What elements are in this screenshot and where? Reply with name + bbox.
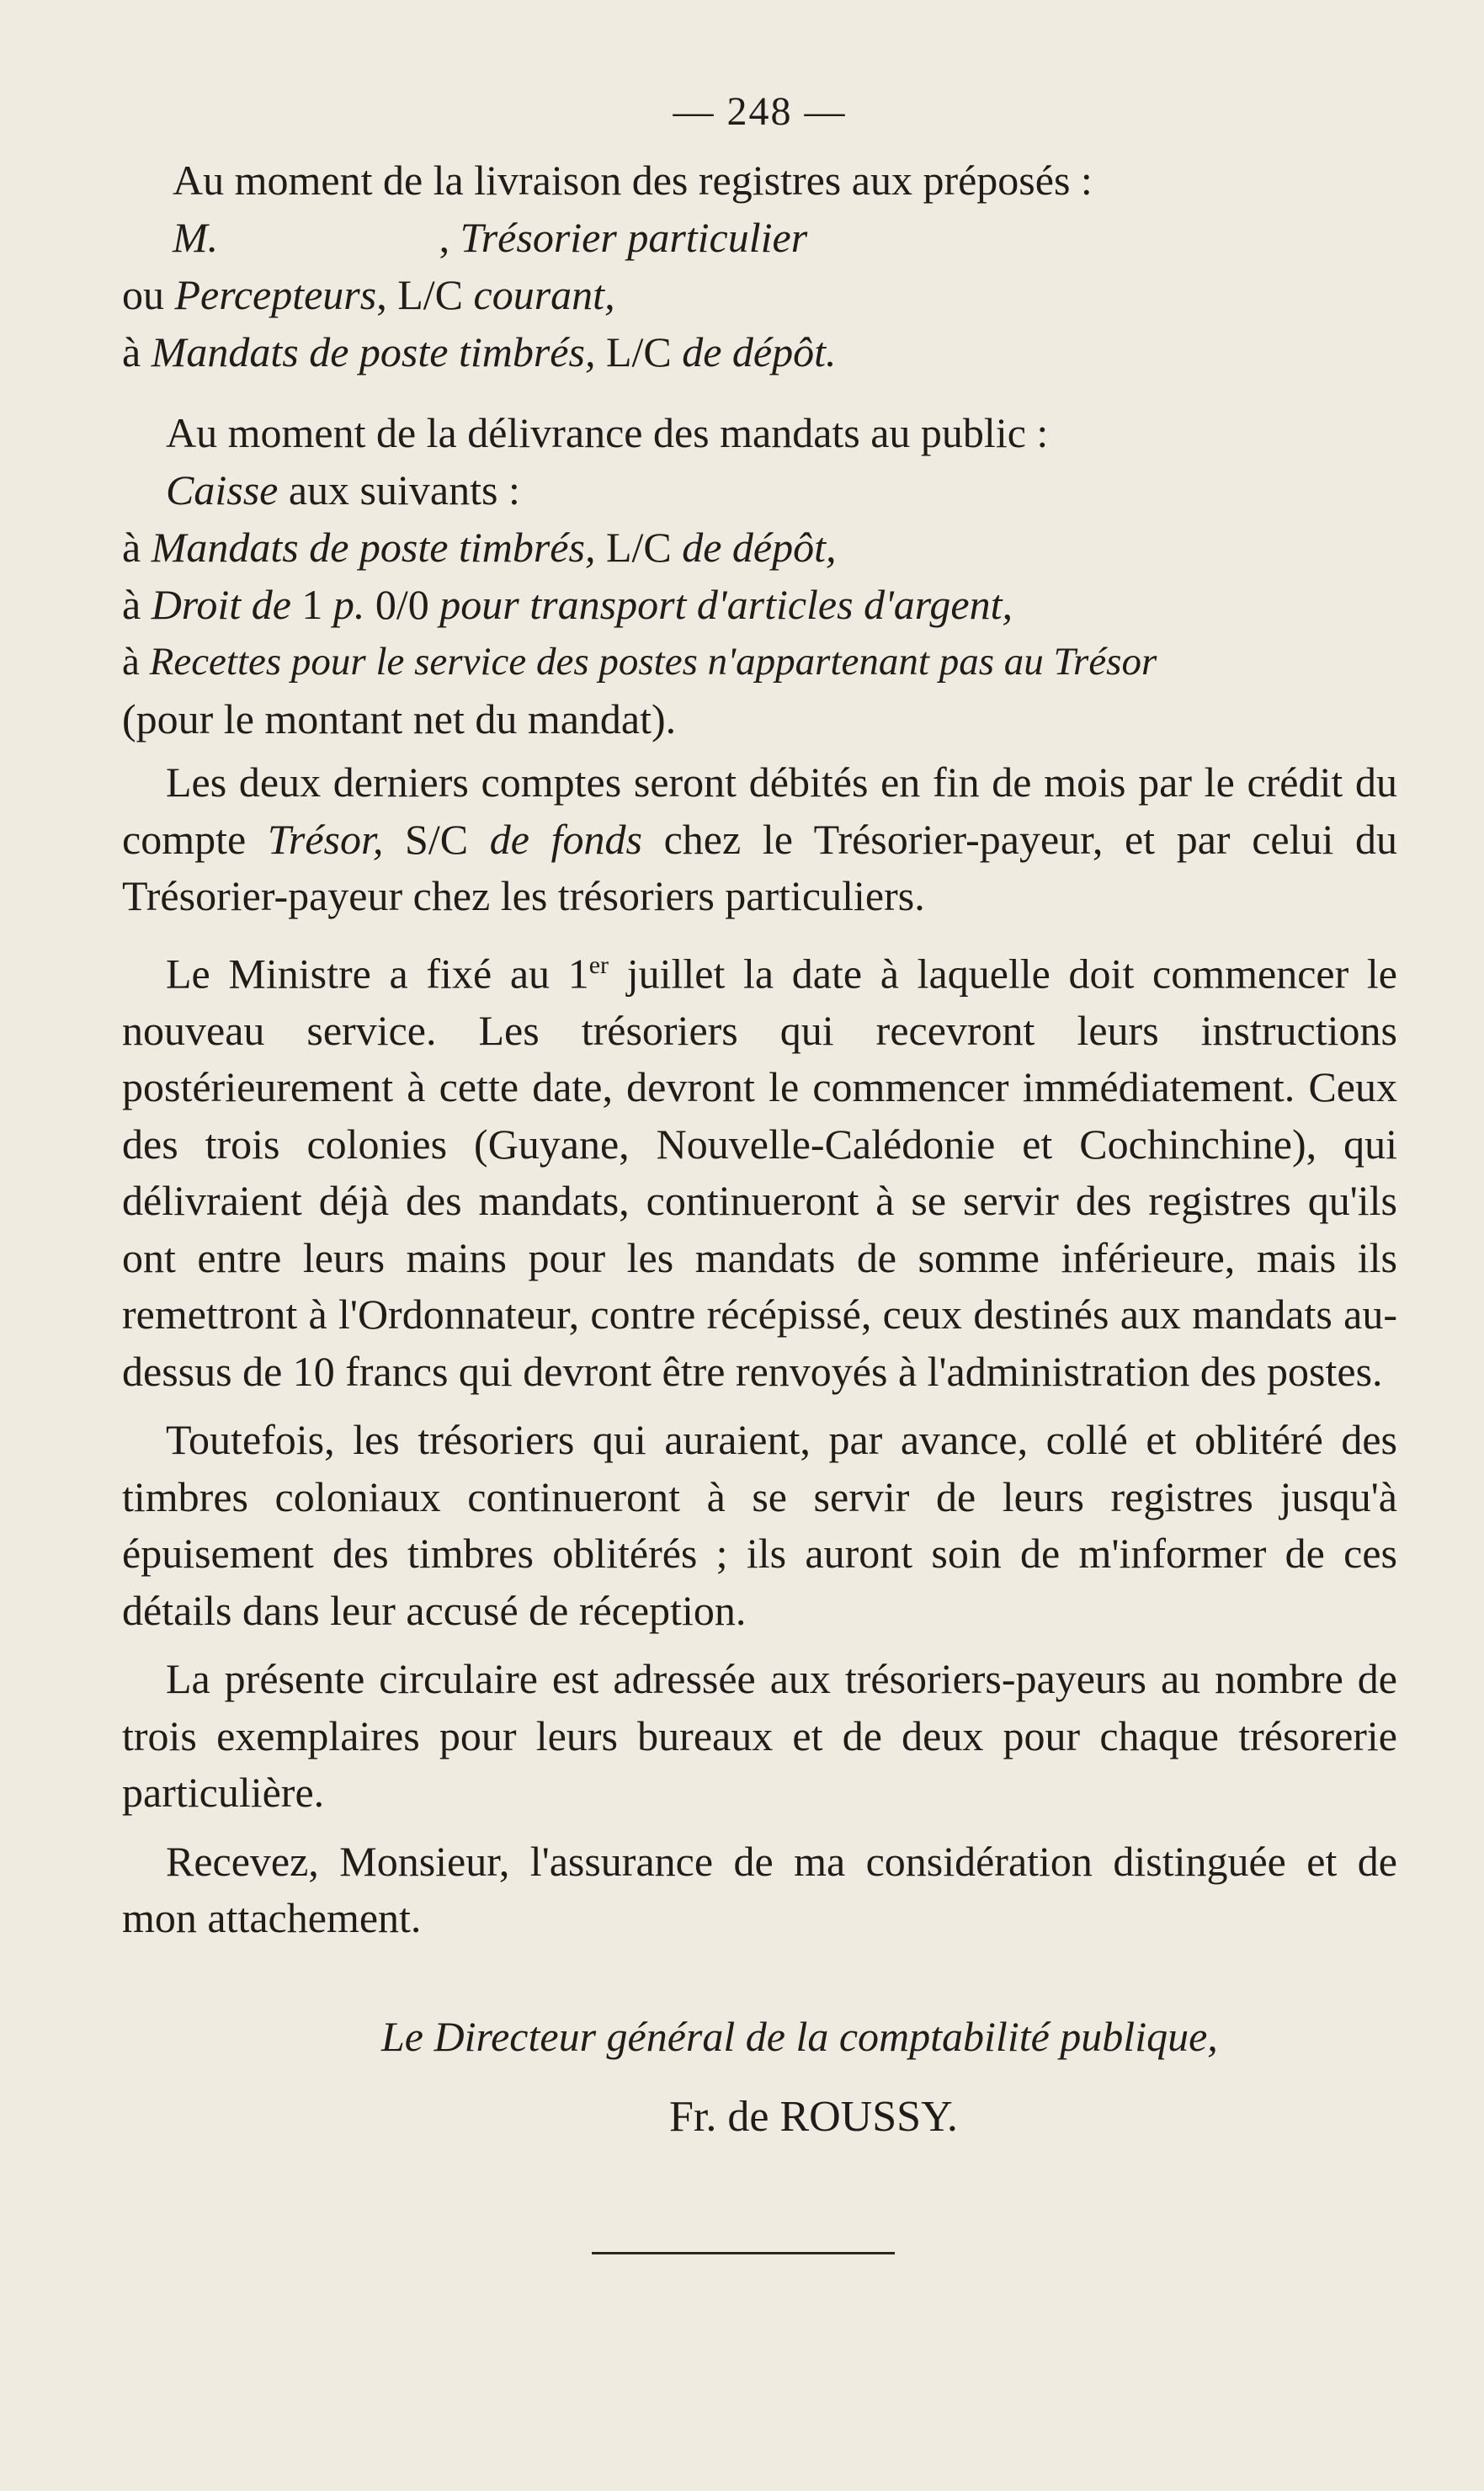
text: juillet la date à laquelle doit commencer le nouveau service. Les trésoriers qui recevront leurs instructions postérieurement à cette date, devront le commencer immédiatement. Ceux des trois colonies (Guyane, Nouvelle-Calédonie et Cochinchine), qui délivraient déjà des mandats, continueront à se servir des registres qu'ils ont entre leurs mains pour les mandats de somme inférieure, mais ils remettront à l'Ordonnateur, contre récépissé, ceux destinés aux mandats au-dessus de 10 francs qui devront être renvoyés à l'administration des postes. <box>122 950 1397 1395</box>
header-line-3 <box>122 266 1397 323</box>
text: p. <box>332 581 365 628</box>
paragraph-4 <box>122 1651 1397 1822</box>
text: à <box>122 328 152 375</box>
text: Mandats de poste timbrés, <box>151 524 596 571</box>
signature-title: Le Directeur général de la comptabilité publique, <box>381 2012 1218 2060</box>
text: de dépôt, <box>682 524 837 571</box>
header-line-4 <box>122 323 1397 381</box>
text: S/C <box>383 815 490 863</box>
paragraph-3 <box>122 1412 1397 1639</box>
text: Au moment de la livraison des registres aux préposés : <box>173 157 1093 204</box>
text: courant, <box>473 271 615 318</box>
text: L/C <box>595 328 683 375</box>
spacer <box>122 748 1397 754</box>
text: , L/C <box>376 271 474 318</box>
text: Au moment de la délivrance des mandats au public : <box>166 409 1049 456</box>
text: L/C <box>595 524 683 571</box>
text: à <box>122 581 152 628</box>
text: Trésorier particulier <box>460 214 808 261</box>
header-line-9 <box>122 633 1397 690</box>
header-line-2 <box>122 209 1397 266</box>
text: Percepteurs <box>174 271 377 318</box>
document-page <box>122 88 1397 2254</box>
header-line-10 <box>122 690 1397 748</box>
text: à <box>122 524 152 571</box>
text: Droit de <box>151 581 291 628</box>
spacer <box>122 381 1397 404</box>
text: M. <box>173 214 219 261</box>
header-line-5 <box>122 404 1397 461</box>
header-line-7 <box>122 519 1397 576</box>
text: pour transport d'articles d'argent, <box>439 581 1013 628</box>
signature-name: Fr. de ROUSSY. <box>669 2092 958 2141</box>
text: aux suivants : <box>278 466 520 514</box>
text: Trésor, <box>267 815 384 863</box>
text: de fonds <box>489 815 642 863</box>
text: La présente circulaire est adressée aux trésoriers-payeurs au nombre de trois exemplaires pour leurs bureaux et de deux pour chaque trésorerie particulière. <box>122 1655 1397 1817</box>
text: ou <box>122 271 175 318</box>
text: 0/0 <box>364 581 440 628</box>
paragraph-2 <box>122 937 1397 1401</box>
text: Le Ministre a fixé au 1 <box>166 950 589 998</box>
text: Recettes pour le service des postes n'appartenant pas au Trésor <box>149 640 1157 684</box>
text: 1 <box>290 581 333 628</box>
text: de dépôt. <box>682 328 837 375</box>
text: Mandats de poste timbrés, <box>151 328 596 375</box>
superscript: er <box>588 950 609 979</box>
paragraph-5 <box>122 1834 1397 1947</box>
header-line-6 <box>122 461 1397 519</box>
text: Recevez, Monsieur, l'assurance de ma considération distinguée et de mon attachement. <box>122 1837 1397 1942</box>
text: chez le Trésorier-payeur, et par celui du Trésorier-payeur chez les trésoriers particuliers. <box>122 815 1398 919</box>
text: Les deux derniers comptes seront débités en fin de mois par le crédit du compte <box>122 758 1397 863</box>
paragraph-1 <box>122 754 1397 925</box>
text: Toutefois, les trésoriers qui auraient, par avance, collé et oblitéré des timbres coloniaux continueront à se servir de leurs registres jusqu'à épuisement des timbres oblitérés ; ils auront soin de m'informer de ces détails dans leur accusé de réception. <box>122 1416 1397 1634</box>
page-number: — 248 — <box>673 89 847 134</box>
text: à <box>122 640 150 684</box>
header-line-8 <box>122 576 1397 633</box>
text: Caisse <box>166 466 279 514</box>
text: , <box>428 214 460 261</box>
closing-rule <box>592 2252 895 2254</box>
header-line-1 <box>122 152 1397 209</box>
text: (pour le montant net du mandat). <box>122 695 677 743</box>
